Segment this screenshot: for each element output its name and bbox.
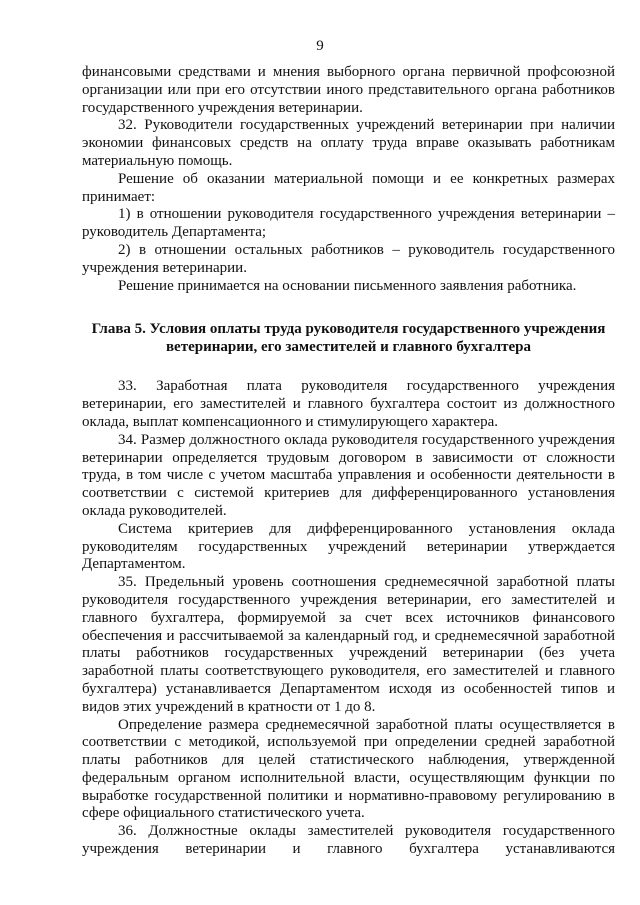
page-number: 9 [316,38,324,54]
paragraph-continuation: финансовыми средствами и мнения выборного органа первичной профсоюзной организации или при его отсутствии иного представительного органа работников государственного учреждения ветеринарии. [82,64,615,116]
paragraph-35: 35. Предельный уровень соотношения среднемесячной заработной платы руководителя государственного учреждения ветеринарии, его заместителей и главного бухгалтера, формируемой за счет всех источников финансового обеспечения и рассчитываемой за календарный год, и среднемесячной заработной платы работников государственных учреждений ветеринарии (без учета заработной платы соответствующего руководителя, его заместителей и главного бухгалтера) устанавливается Департаментом исходя из особенностей типов и видов этих учреждений в кратности от 1 до 8. [82,574,615,715]
paragraph-criteria: Система критериев для дифференцированного установления оклада руководителям государственных учреждений ветеринарии утверждается Департаментом. [82,520,615,573]
paragraph-decision: Решение об оказании материальной помощи и ее конкретных размерах принимает: [82,170,615,205]
paragraph-item-1: 1) в отношении руководителя государственного учреждения ветеринарии – руководитель Департамента; [82,206,615,241]
document-body [82,64,615,859]
paragraph-32: 32. Руководители государственных учреждений ветеринарии при наличии экономии финансовых средств на оплату труда вправе оказывать работникам материальную помощь. [82,117,615,169]
paragraph-34: 34. Размер должностного оклада руководителя государственного учреждения ветеринарии определяется трудовым договором в зависимости от сложности труда, в том числе с учетом масштаба управления и особенности деятельности в соответствии с системой критериев для дифференцированного установления оклада руководителей. [82,431,615,519]
chapter-heading: Глава 5. Условия оплаты труда руководителя государственного учреждения ветеринарии, его заместителей и главного бухгалтера [91,321,606,356]
paragraph-item-2: 2) в отношении остальных работников – руководитель государственного учреждения ветеринарии. [82,241,615,276]
paragraph-36: 36. Должностные оклады заместителей руководителя государственного учреждения ветеринарии и главного бухгалтера устанавливаются [82,823,615,858]
paragraph-methodology: Определение размера среднемесячной заработной платы осуществляется в соответствии с методикой, используемой при определении средней заработной платы работников для целей статистического наблюдения, утвержденной федеральным органом исполнительной власти, осуществляющим функции по выработке государственной политики и нормативно-правовому регулированию в сфере официального статистического учета. [82,716,615,822]
paragraph-33: 33. Заработная плата руководителя государственного учреждения ветеринарии, его заместителей и главного бухгалтера состоит из должностного оклада, выплат компенсационного и стимулирующего характера. [82,378,615,430]
paragraph-basis: Решение принимается на основании письменного заявления работника. [118,277,577,294]
